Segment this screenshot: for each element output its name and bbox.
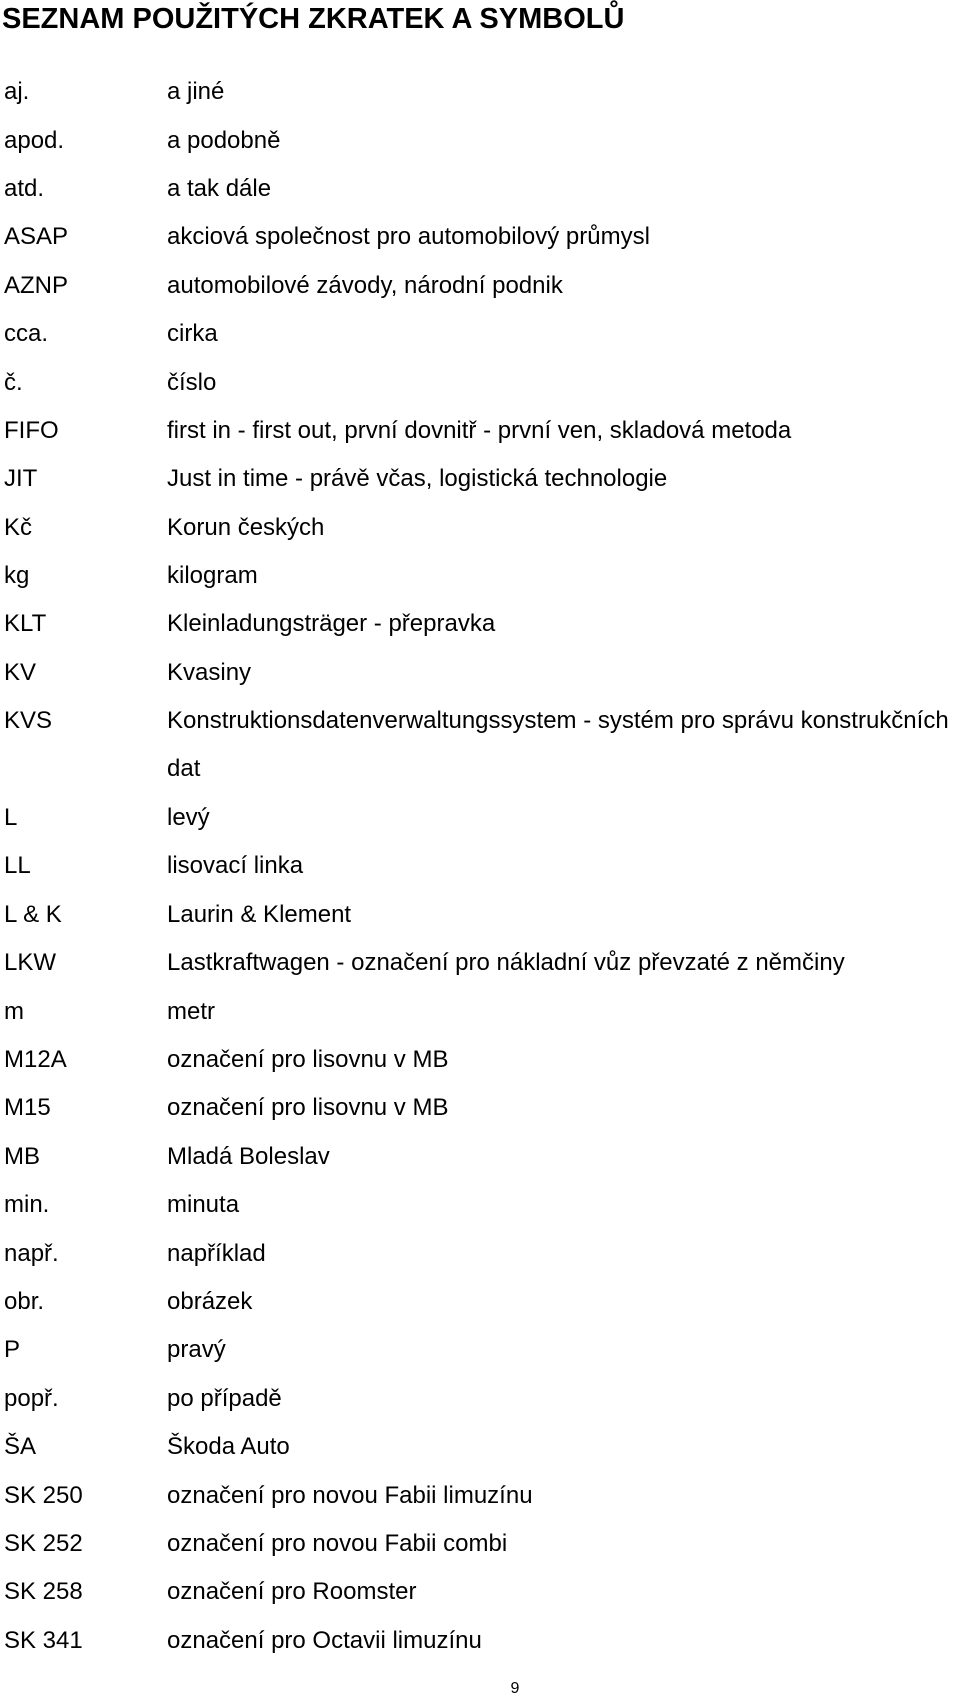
list-item [4,1278,960,1326]
abbreviation: LL [4,852,31,880]
abbreviation: popř. [4,1384,59,1412]
abbreviation-meaning: minuta [167,1191,240,1219]
list-item [4,1568,960,1616]
abbreviation: č. [4,368,23,396]
abbreviation-meaning: automobilové závody, národní podnik [167,271,563,299]
abbreviation-meaning: označení pro Roomster [167,1578,417,1606]
abbreviation: SK 341 [4,1626,83,1654]
list-item [4,1423,960,1471]
abbreviation: obr. [4,1287,45,1315]
abbreviation: FIFO [4,416,59,444]
list-item [4,1520,960,1568]
abbreviation-meaning: kilogram [167,562,258,590]
abbreviation-meaning: lisovací linka [167,852,304,880]
abbreviation-meaning: Korun českých [167,513,325,541]
abbreviation: L [4,804,18,832]
abbreviation-meaning: a tak dále [167,174,272,202]
abbreviation: P [4,1336,21,1364]
abbreviation: AZNP [4,271,69,299]
abbreviation: aj. [4,78,30,106]
abbreviation-meaning: Kvasiny [167,658,252,686]
abbreviation: SK 250 [4,1481,83,1509]
abbreviation-meaning: cirka [167,320,218,348]
list-item [4,842,960,890]
abbreviation: ASAP [4,223,69,251]
abbreviation: kg [4,562,30,590]
abbreviation-meaning: Konstruktionsdatenverwaltungssystem - systém pro správu konstrukčních dat [167,707,949,783]
abbreviation-meaning: Just in time - právě včas, logistická technologie [167,465,668,493]
abbreviation-meaning: například [167,1239,266,1267]
list-item [4,116,960,164]
abbreviation-meaning: metr [167,997,215,1025]
abbreviation: KVS [4,707,53,735]
abbreviation-meaning: označení pro Octavii limuzínu [167,1626,482,1654]
list-item [4,1326,960,1374]
list-item [4,600,960,648]
abbreviation-meaning: a jiné [167,78,225,106]
abbreviation-meaning: a podobně [167,126,281,154]
list-item [4,1229,960,1277]
list-item [4,552,960,600]
list-item [4,649,960,697]
abbreviation-meaning: označení pro novou Fabii limuzínu [167,1481,533,1509]
abbreviation: LKW [4,949,57,977]
list-item [4,407,960,455]
list-item [4,1084,960,1132]
page-title: SEZNAM POUŽITÝCH ZKRATEK A SYMBOLŮ [2,3,625,35]
abbreviation-meaning: obrázek [167,1287,253,1315]
list-item [4,1617,960,1665]
abbreviation-meaning: pravý [167,1336,226,1364]
abbreviation-meaning: levý [167,804,210,832]
list-item [4,165,960,213]
abbreviation: m [4,997,24,1025]
abbreviation-meaning: označení pro lisovnu v MB [167,1046,449,1074]
abbreviation: cca. [4,320,49,348]
abbreviation: KV [4,658,37,686]
abbreviation-list [4,68,960,1665]
abbreviation-meaning: označení pro novou Fabii combi [167,1529,508,1557]
abbreviation-meaning: Lastkraftwagen - označení pro nákladní vůz převzaté z němčiny [167,949,845,977]
abbreviation-meaning: akciová společnost pro automobilový průmysl [167,223,650,251]
list-item [4,1036,960,1084]
list-item [4,1133,960,1181]
abbreviation-meaning: Mladá Boleslav [167,1142,330,1170]
abbreviation-meaning: first in - first out, první dovnitř - první ven, skladová metoda [167,416,792,444]
abbreviation-meaning: Kleinladungsträger - přepravka [167,610,496,638]
abbreviation: MB [4,1142,40,1170]
abbreviation: apod. [4,126,65,154]
abbreviation: JIT [4,465,38,493]
abbreviation: M12A [4,1046,67,1074]
abbreviation: SK 258 [4,1578,83,1606]
list-item [4,1471,960,1519]
list-item [4,1375,960,1423]
abbreviation: atd. [4,174,45,202]
abbreviation: min. [4,1191,50,1219]
abbreviation-meaning: Laurin & Klement [167,900,352,928]
abbreviation-meaning: po případě [167,1384,282,1412]
list-item [4,262,960,310]
list-item [4,1181,960,1229]
abbreviation: KLT [4,610,47,638]
list-item [4,213,960,261]
list-item [4,794,960,842]
page-number: 9 [510,1680,520,1697]
abbreviation-meaning: Škoda Auto [167,1433,290,1461]
abbreviation-meaning: označení pro lisovnu v MB [167,1094,449,1122]
abbreviation: M15 [4,1094,51,1122]
list-item [4,891,960,939]
list-item [4,358,960,406]
list-item [4,987,960,1035]
abbreviation-meaning: číslo [167,368,217,396]
abbreviation: Kč [4,513,33,541]
list-item [4,310,960,358]
abbreviation: např. [4,1239,59,1267]
abbreviation: L & K [4,900,62,928]
list-item [4,504,960,552]
list-item [4,68,960,116]
list-item [4,455,960,503]
abbreviation: SK 252 [4,1529,83,1557]
list-item [4,697,960,794]
abbreviation: ŠA [4,1433,37,1461]
list-item [4,939,960,987]
